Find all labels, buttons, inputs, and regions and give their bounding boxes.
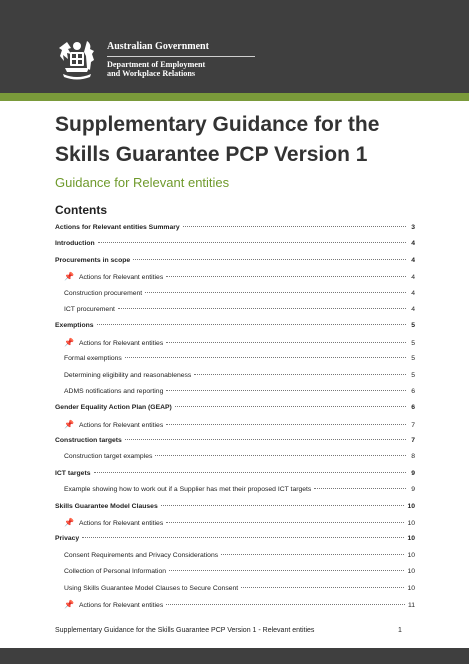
toc-entry[interactable] bbox=[55, 417, 415, 433]
toc-entry-page: 11 bbox=[407, 601, 415, 609]
dot-leader bbox=[125, 439, 406, 440]
dot-leader bbox=[169, 570, 404, 571]
page-header bbox=[0, 0, 469, 93]
toc-entry[interactable] bbox=[55, 466, 415, 482]
toc-entry[interactable] bbox=[55, 449, 415, 465]
toc-entry-label: ICT procurement bbox=[64, 305, 115, 313]
toc-entry-label: Actions for Relevant entities bbox=[78, 601, 164, 609]
toc-entry[interactable] bbox=[55, 433, 415, 449]
toc-entry-label: Actions for Relevant entities bbox=[78, 421, 164, 429]
toc-entry-label: Actions for Relevant entities bbox=[78, 274, 164, 282]
dot-leader bbox=[221, 554, 404, 555]
dot-leader bbox=[166, 390, 406, 391]
footer-bar bbox=[0, 648, 469, 664]
toc-entry-page: 3 bbox=[411, 224, 415, 231]
toc-entry-label: Exemptions bbox=[55, 322, 94, 330]
pushpin-icon: 📌 bbox=[64, 272, 74, 282]
toc-entry[interactable] bbox=[55, 253, 415, 269]
government-logo bbox=[57, 38, 217, 86]
toc-entry-label: Actions for Relevant entities bbox=[78, 339, 164, 347]
toc-entry-page: 4 bbox=[411, 289, 415, 297]
dot-leader bbox=[166, 522, 404, 523]
toc-entry-page: 5 bbox=[411, 339, 415, 347]
toc-entry[interactable] bbox=[55, 368, 415, 384]
toc-entry-label: Actions for Relevant entities bbox=[78, 520, 164, 528]
toc-entry[interactable] bbox=[55, 286, 415, 302]
dot-leader bbox=[133, 259, 406, 260]
toc-entry-page: 10 bbox=[407, 584, 415, 592]
toc-entry-page: 10 bbox=[407, 551, 415, 559]
dot-leader bbox=[125, 357, 406, 358]
toc-entry-label: Formal exemptions bbox=[64, 355, 122, 363]
toc-entry[interactable] bbox=[55, 269, 415, 285]
department-name-line1: Department of Employment bbox=[107, 60, 206, 69]
toc-entry-label: Construction procurement bbox=[64, 289, 143, 297]
toc-entry-page: 4 bbox=[411, 256, 415, 264]
toc-entry-label: Skills Guarantee Model Clauses bbox=[55, 502, 158, 510]
document-subtitle: Guidance for Relevant entities bbox=[55, 175, 230, 190]
toc-entry-page: 8 bbox=[411, 453, 415, 461]
document-title: Supplementary Guidance for the Skills Guarantee PCP Version 1 bbox=[55, 113, 380, 166]
dot-leader bbox=[166, 424, 406, 425]
toc-entry-label: ADMS notifications and reporting bbox=[64, 387, 164, 395]
contents-heading: Contents bbox=[55, 203, 107, 217]
toc-entry-page: 7 bbox=[411, 437, 415, 445]
toc-entry-page: 10 bbox=[407, 520, 415, 528]
dot-leader bbox=[183, 226, 406, 227]
toc-entry[interactable] bbox=[55, 581, 415, 597]
government-name: Australian Government bbox=[107, 41, 209, 52]
table-of-contents bbox=[55, 220, 415, 613]
toc-entry[interactable] bbox=[55, 220, 415, 236]
toc-entry-label: Example showing how to work out if a Supplier has met their proposed ICT targets bbox=[64, 486, 312, 494]
pushpin-icon: 📌 bbox=[64, 599, 74, 609]
toc-entry[interactable] bbox=[55, 597, 415, 613]
toc-entry[interactable] bbox=[55, 318, 415, 334]
dot-leader bbox=[175, 406, 406, 407]
dot-leader bbox=[161, 505, 405, 506]
dot-leader bbox=[94, 472, 406, 473]
dot-leader bbox=[194, 374, 406, 375]
toc-entry-page: 10 bbox=[407, 502, 415, 510]
toc-entry-label: Using Skills Guarantee Model Clauses to Secure Consent bbox=[64, 584, 239, 592]
dot-leader bbox=[166, 276, 406, 277]
toc-entry-page: 5 bbox=[411, 322, 415, 330]
dot-leader bbox=[241, 587, 404, 588]
dot-leader bbox=[314, 488, 406, 489]
toc-entry-label: ICT targets bbox=[55, 469, 91, 477]
toc-entry-page: 5 bbox=[411, 371, 415, 379]
toc-entry[interactable] bbox=[55, 564, 415, 580]
toc-entry[interactable] bbox=[55, 531, 415, 547]
dot-leader bbox=[82, 537, 404, 538]
toc-entry[interactable] bbox=[55, 499, 415, 515]
toc-entry-page: 7 bbox=[411, 421, 415, 429]
toc-entry-label: Construction targets bbox=[55, 437, 122, 445]
accent-bar bbox=[0, 93, 469, 101]
department-name-line2: and Workplace Relations bbox=[107, 69, 196, 78]
pushpin-icon: 📌 bbox=[64, 337, 74, 347]
toc-entry-label: Privacy bbox=[55, 535, 80, 543]
toc-entry-label: Gender Equality Action Plan (GEAP) bbox=[55, 404, 172, 412]
toc-entry[interactable] bbox=[55, 302, 415, 318]
toc-entry[interactable] bbox=[55, 482, 415, 498]
toc-entry-page: 9 bbox=[411, 486, 415, 494]
toc-entry-page: 6 bbox=[411, 404, 415, 412]
dot-leader bbox=[145, 292, 406, 293]
toc-entry-label: Actions for Relevant entities Summary bbox=[55, 224, 180, 231]
pushpin-icon: 📌 bbox=[64, 419, 74, 429]
toc-entry-page: 9 bbox=[411, 469, 415, 477]
toc-entry-label: Consent Requirements and Privacy Considerations bbox=[64, 551, 219, 559]
pushpin-icon: 📌 bbox=[64, 518, 74, 528]
dot-leader bbox=[166, 604, 405, 605]
toc-entry-label: Introduction bbox=[55, 240, 95, 248]
toc-entry[interactable] bbox=[55, 384, 415, 400]
coat-of-arms-icon bbox=[57, 38, 97, 80]
dot-leader bbox=[97, 324, 406, 325]
toc-entry[interactable] bbox=[55, 236, 415, 252]
footer-page-number: 1 bbox=[398, 627, 402, 634]
toc-entry-page: 10 bbox=[407, 535, 415, 543]
toc-entry-page: 6 bbox=[411, 387, 415, 395]
toc-entry[interactable] bbox=[55, 548, 415, 564]
toc-entry[interactable] bbox=[55, 515, 415, 531]
toc-entry-label: Collection of Personal Information bbox=[64, 568, 167, 576]
dot-leader bbox=[118, 308, 406, 309]
logo-divider bbox=[107, 56, 255, 57]
toc-entry-label: Construction target examples bbox=[64, 453, 153, 461]
toc-entry[interactable] bbox=[55, 351, 415, 367]
toc-entry-page: 4 bbox=[411, 274, 415, 282]
toc-entry-label: Procurements in scope bbox=[55, 256, 131, 264]
toc-entry-page: 5 bbox=[411, 355, 415, 363]
dot-leader bbox=[98, 242, 406, 243]
toc-entry[interactable] bbox=[55, 400, 415, 416]
toc-entry-label: Determining eligibility and reasonableness bbox=[64, 371, 192, 379]
toc-entry-page: 4 bbox=[411, 240, 415, 248]
toc-entry[interactable] bbox=[55, 335, 415, 351]
toc-entry-page: 4 bbox=[411, 305, 415, 313]
dot-leader bbox=[166, 342, 406, 343]
toc-entry-page: 10 bbox=[407, 568, 415, 576]
dot-leader bbox=[155, 455, 406, 456]
footer-text: Supplementary Guidance for the Skills Guarantee PCP Version 1 - Relevant entities bbox=[55, 627, 315, 634]
